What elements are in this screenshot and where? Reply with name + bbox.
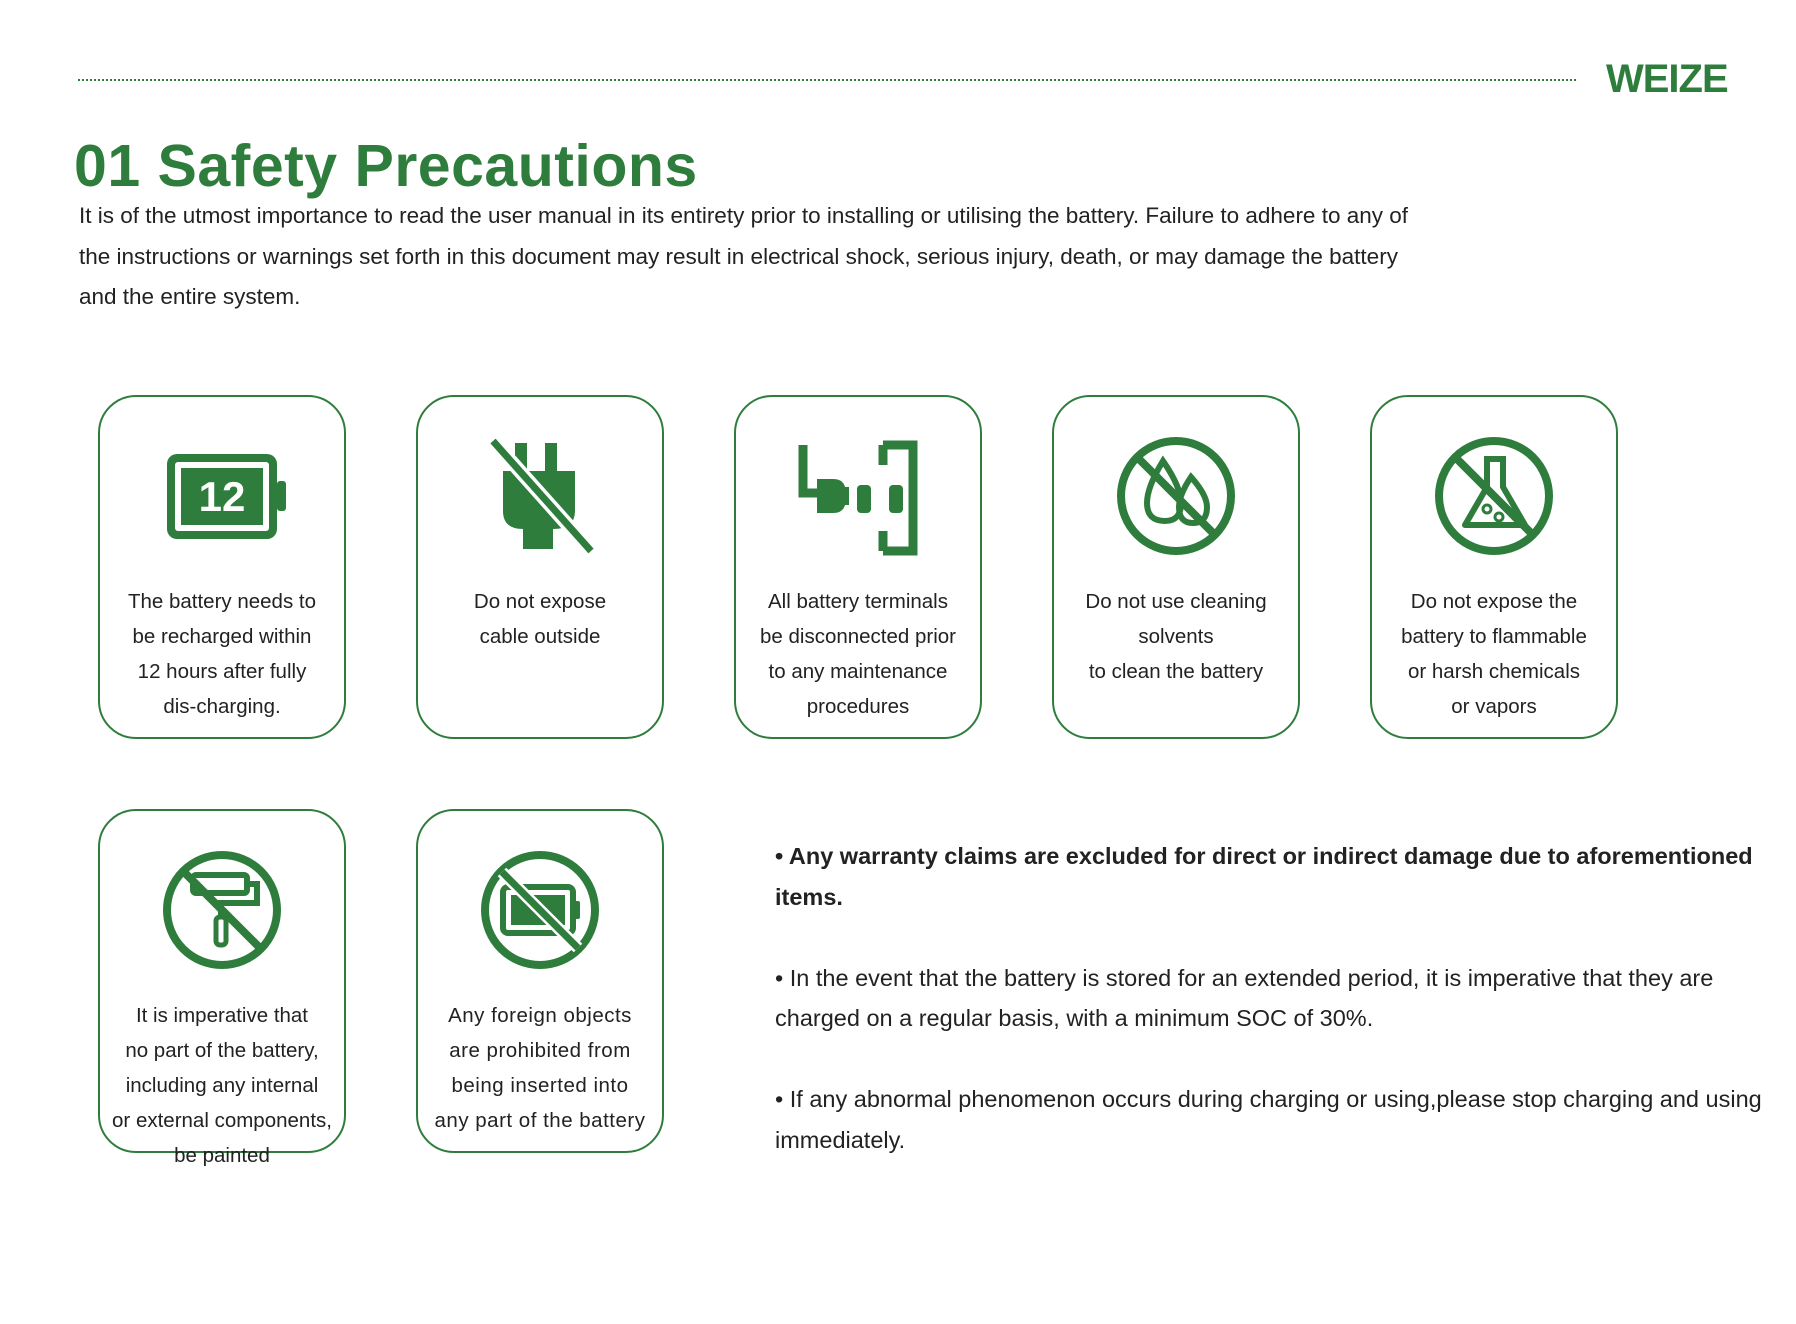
- note-storage: • In the event that the battery is stored for an extended period, it is imperative that they are charged on a regular basis, with a minimum SOC of 30%.: [775, 964, 1714, 1031]
- note-warranty: • Any warranty claims are excluded for direct or indirect damage due to aforementioned items.: [775, 843, 1753, 910]
- brand-logo: WEIZE: [1606, 57, 1728, 101]
- card-text: Do not expose the battery to flammable or harsh chemicals or vapors: [1401, 590, 1587, 718]
- header-dotted-divider: [78, 79, 1576, 81]
- no-foreign-objects-icon: [475, 845, 605, 975]
- safety-card-chemicals: [1370, 395, 1618, 739]
- safety-card-cable: [416, 395, 664, 739]
- no-chemicals-icon: [1429, 431, 1559, 561]
- safety-card-terminals: [734, 395, 982, 739]
- safety-card-foreign-objects: [416, 809, 664, 1153]
- card-text: Do not use cleaning solvents to clean the battery: [1085, 590, 1267, 683]
- note-abnormal: • If any abnormal phenomenon occurs during charging or using,please stop charging and using immediately.: [775, 1086, 1762, 1153]
- safety-card-solvents: [1052, 395, 1300, 739]
- notes-list: [775, 836, 1775, 1201]
- no-solvents-icon: [1111, 431, 1241, 561]
- card-text: Any foreign objects are prohibited from being inserted into any part of the battery: [434, 1004, 646, 1132]
- battery-badge-text: 12: [198, 473, 246, 520]
- section-title: 01 Safety Precautions: [74, 133, 698, 199]
- no-plug-icon: [475, 431, 605, 561]
- safety-card-recharge: [98, 395, 346, 739]
- disconnect-terminals-icon: [793, 431, 923, 561]
- safety-card-paint: [98, 809, 346, 1167]
- card-text: The battery needs to be recharged within 12 hours after fully dis-charging.: [127, 590, 317, 718]
- card-text: Do not expose cable outside: [473, 590, 607, 648]
- card-text: All battery terminals be disconnected prior to any maintenance procedures: [759, 590, 956, 718]
- no-paint-icon: [157, 845, 287, 975]
- intro-paragraph: It is of the utmost importance to read the user manual in its entirety prior to installing or utilising the battery. Failure to adhere to any of the instructions or warnings set forth in this document may result in electrical shock, serious injury, death, or may damage the battery and the entire system.: [79, 203, 1409, 309]
- card-text: It is imperative that no part of the battery, including any internal or external components, be painted: [112, 1004, 332, 1167]
- battery-12-icon: [157, 431, 287, 561]
